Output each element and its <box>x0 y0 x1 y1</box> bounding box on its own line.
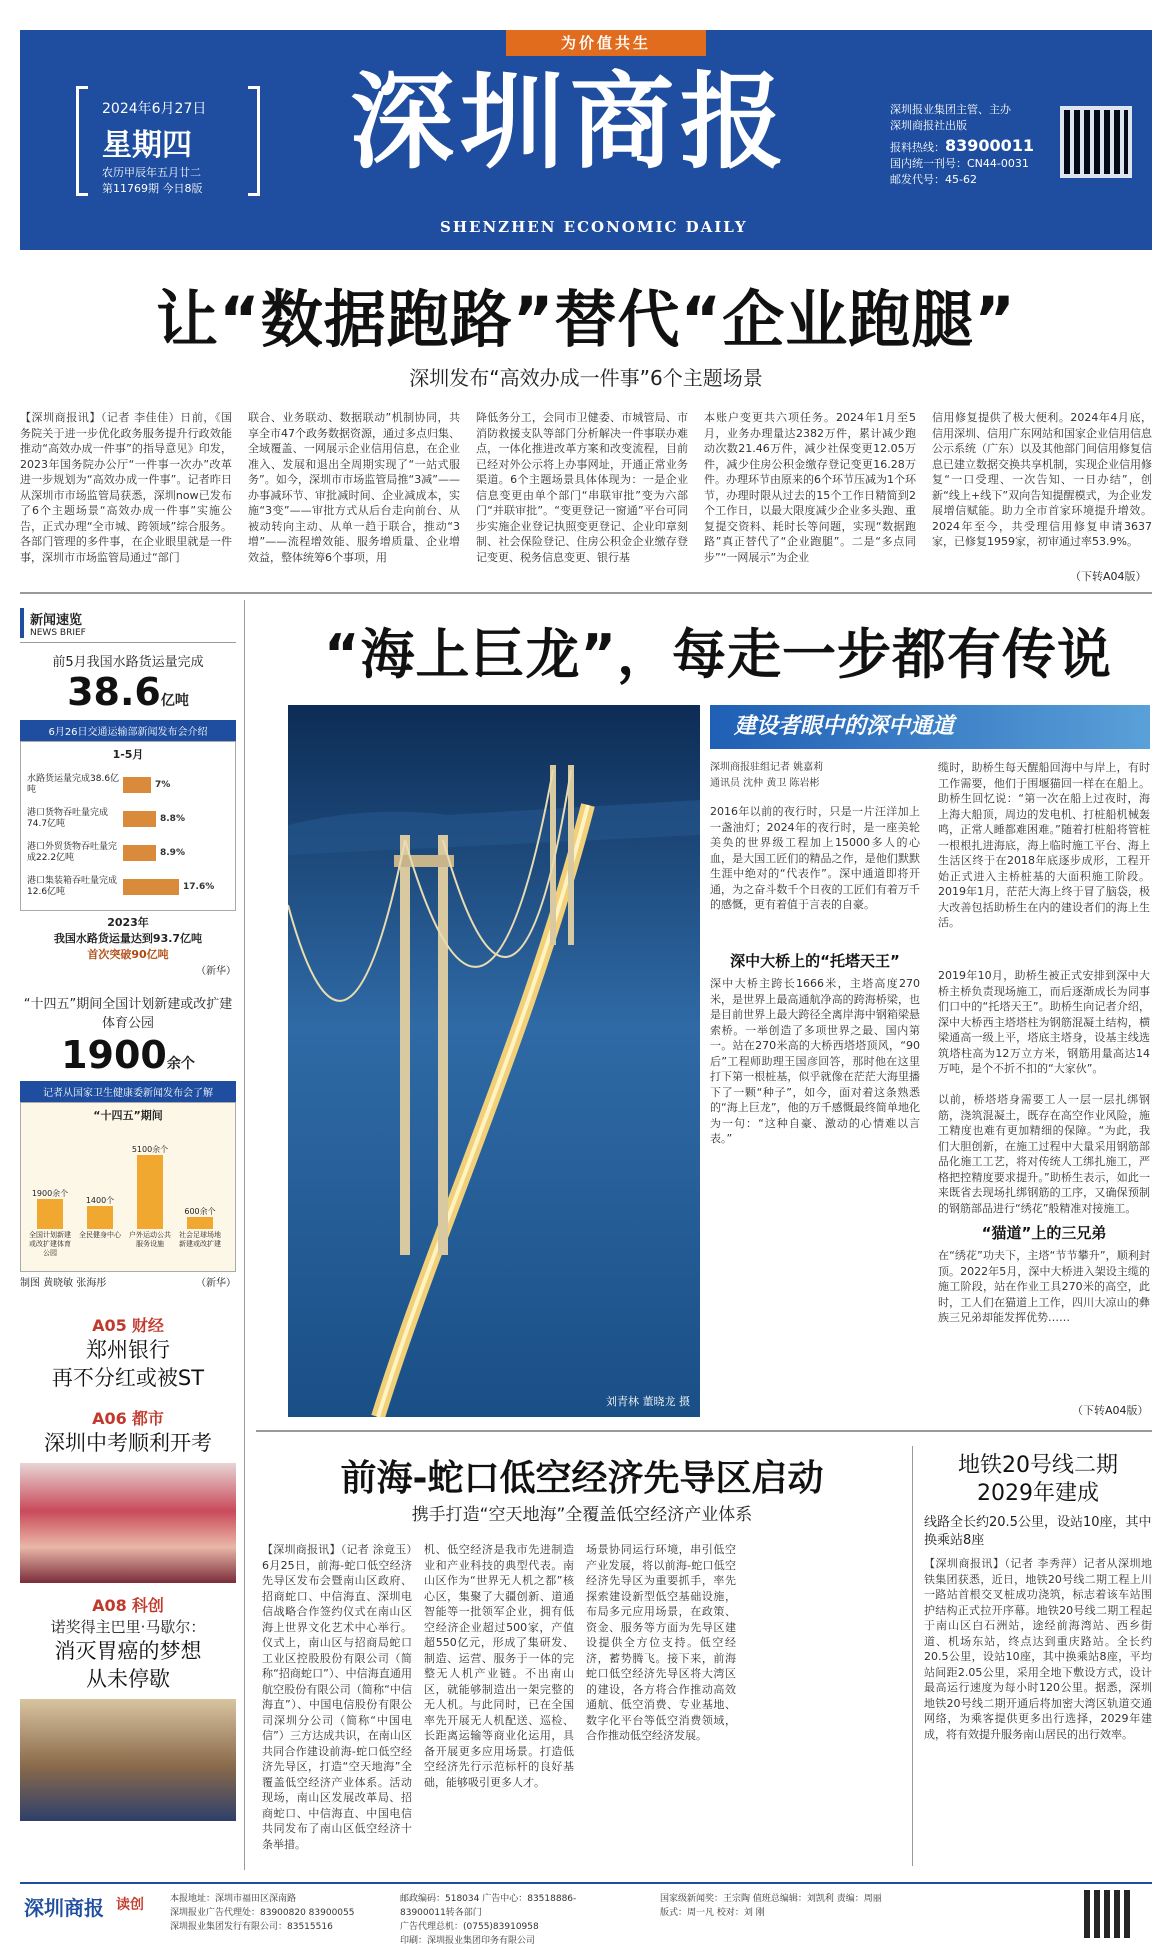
lead-column-1: 【深圳商报讯】（记者 李佳佳）日前，《国务院关于进一步优化政务服务提升行政效能推动“高效办成一件事”的指导意见》印发，2023年国务院办公厅“一件事一次办”改革进一步规划为“高效办成一件事”。记者昨日从深圳市市场监管局获悉，深圳now已发布了6个主题场景“高效办成一件事”实施公告，正式办理“全市城、跨领域”综合服务。各部门管理的多件事，在企业眼里就是一件事，深圳市市场监管局通过“部门 <box>20 411 232 564</box>
publisher-line-1: 深圳报业集团主管、主办 <box>890 103 1011 116</box>
chart2-label: 社会足球场地新建或改扩建 <box>179 1231 221 1248</box>
bridge-photo[interactable] <box>288 705 700 1417</box>
chart1-row <box>27 808 229 830</box>
brief-item-2-head: “十四五”期间全国计划新建或改扩建体育公园 <box>23 997 233 1031</box>
feature-subhead-b: “猫道”上的三兄弟 <box>981 1224 1107 1242</box>
chart1-row-pct: 17.6% <box>183 882 215 892</box>
metro-body: 【深圳商报讯】（记者 李秀萍）记者从深圳地铁集团获悉，近日，地铁20号线二期工程上川一路站首根交叉桩成功浇筑，标志着该车站围护结构正式拉开序幕。地铁20号线二期工程起于南山区白石洲站，途经前海湾站、西乡街道、机场东站，终点达到重庆路站。全长约20.5公里，设站10座，其中换乘站8座，平均站间距2.05公里，采用全地下敷设方式，设计最高运行速度为每小时120公里。据悉，深圳地铁20号线二期开通后将加密大湾区轨道交通网络，为乘客提供更多出行选择，2029年建成，将有效提升服务南山居民的出行效率。 <box>924 1557 1152 1741</box>
chart2-label: 全国计划新建或改扩建体育公园 <box>29 1231 71 1257</box>
sec3-headline[interactable]: 消灭胃癌的梦想 从未停歇 <box>54 1639 202 1691</box>
chart1-row-label: 港口外贸货物吞吐量完成22.2亿吨 <box>27 842 118 863</box>
lead-column-4: 本账户变更共六项任务。2024年1月至5月，业务办理量达2382万件，累计减少跑动次数21.46万件，减少社保变更12.05万件，减少住房公积金缴存登记变更16.28万件。办理环节由原来的6个环节压减为1个环节，办理时限从过去的15个工作日精简到2个工作日，以最大限度减少企业多头跑、重复提交资料、耗时长等问题，实现“数据跑路”真正替代了“企业跑腿”。二是“多点同步”“一网展示”为企业 <box>704 411 916 564</box>
brief-item-1-value: 38.6 <box>67 670 161 714</box>
chart1-row-label: 水路货运量完成38.6亿吨 <box>27 774 120 795</box>
chart1-note-2: 首次突破90亿吨 <box>87 948 169 961</box>
chart2-credit-2: （新华） <box>196 1278 236 1289</box>
story3-subheadline: 携手打造“空天地海”全覆盖低空经济产业体系 <box>411 1505 753 1525</box>
story3-col-3: 场景协同运行环境，串引低空产业发展，将以前海-蛇口低空经济先导区为重要抓手，率先探索建设新型低空基础设施，布局多元应用场景，在政策、资金、服务等方面为先导区建设提供全方位支持。低空经济，蓄势腾飞。接下来，前海蛇口低空经济先导区将大湾区的建设，各方将合作推动高效通航、低空消费、专业基地、数字化平台等低空消费领域，合作推动低空经济发展。 <box>586 1543 736 1742</box>
news-brief-title: 新闻速览 <box>30 612 83 628</box>
publisher-line-2: 深圳商报社出版 <box>890 119 967 132</box>
divider <box>20 592 1152 594</box>
chart1-row <box>27 842 229 864</box>
chart2-credit: 制图 黄晓敏 张海彤 <box>20 1278 107 1289</box>
chart1-bar <box>123 879 179 895</box>
footer-col-5: 国家级新闻奖：王宗陶 值班总编辑：刘凯利 责编：周丽 <box>660 1894 882 1904</box>
feature-banner: 建设者眼中的深中通道 <box>710 705 1150 749</box>
paper-logo: 深圳商报 <box>350 60 791 183</box>
chart2-bar <box>137 1155 163 1229</box>
chart2-value: 1900余个 <box>31 1189 69 1198</box>
chart2-label: 全民健身中心 <box>79 1231 121 1239</box>
chart1-note-1: 我国水路货运量达到93.7亿吨 <box>53 932 203 945</box>
feature-subhead-a: 深中大桥上的“托塔天王” <box>730 952 900 970</box>
chart1-year: 2023年 <box>107 916 149 929</box>
chart1-banner: 6月26日交通运输部新闻发布会介绍 <box>20 720 236 741</box>
portrait-photo[interactable] <box>20 1699 236 1821</box>
feature-col-a2: 深中大桥主跨长1666米，主塔高度270米，是世界上最高通航净高的跨海桥梁，也是目前世界上最大跨径全离岸海中钢箱梁悬索桥。一举创造了多项世界之最、国内第一。站在270米高的大桥西塔塔顶风，“90后”工程师助理王国彦回答，那时他在这里打下第一根桩基，似乎就像在茫茫大海里播下了一颗“种子”，如今，面对着这条熟悉的“海上巨龙”，他的万千感慨最终简单地化为一句：“这种自豪、激动的心情难以言表。” <box>710 977 920 1145</box>
chart2-value: 1400个 <box>85 1196 115 1205</box>
chart1-box <box>20 741 236 911</box>
feature-col-b4: 在“绣花”功夫下，主塔“节节攀升”，顺利封顶。2022年5月，深中大桥进入架设主缆的施工阶段，站在作业工具270米的高空，此时，工人们在猫道上工作，四川大凉山的彝族三兄弟却能发挥优势…… <box>938 1249 1150 1324</box>
masthead-slogan: 为价值共生 <box>506 30 706 56</box>
chart2-bar <box>87 1206 113 1229</box>
sec1-name: 财经 <box>131 1316 164 1335</box>
sec3-page: A08 <box>92 1596 127 1615</box>
divider <box>912 1446 913 1866</box>
hotline-label: 报料热线： <box>890 141 945 154</box>
brief-item-1-head: 前5月我国水路货运量完成 <box>52 655 204 670</box>
footer-qr-code-icon[interactable] <box>1080 1886 1136 1942</box>
brief-item-2-unit: 余个 <box>166 1056 195 1072</box>
story3-col-1: 【深圳商报讯】（记者 涂竟玉）6月25日，前海-蛇口低空经济先导区发布会暨南山区政府、招商蛇口、中信海直、深圳电信战略合作签约仪式在南山区海上世界文化艺术中心举行。仪式上，南山区与招商局蛇口工业区控股股份有限公司（简称“招商蛇口”）、中信海直通用航空股份有限公司（简称“中信海直”）、中国电信股份有限公司深圳分公司（简称“中国电信”）三方达成共识，在南山区共同合作建设前海-蛇口低空经济先导区，打造“空天地海”全覆盖低空经济产业体系。活动现场，南山区发展改革局、招商蛇口、中信海直、中国电信共同发布了南山区低空经济十条举措。 <box>262 1543 412 1851</box>
story3-headline[interactable]: 前海-蛇口低空经济先导区启动 <box>340 1458 824 1499</box>
feature-col-b2: 2019年10月，助桥生被正式安排到深中大桥主桥负责现场施工，而后逐渐成长为同事们口中的“托塔天王”。助桥生向记者介绍，深中大桥西主塔塔柱为钢筋混凝土结构，横梁通高一级上平，塔底主塔身，设基主线选筑塔柱高为12万立方米，钢筋用量高达14万吨，是个不折不扣的“大家伙”。 <box>938 969 1150 1075</box>
chart2-column <box>179 1206 221 1229</box>
lead-continued[interactable]: （下转A04版） <box>1070 570 1147 583</box>
feature-col-b: 缆时，助桥生每天醒船回海中与岸上，有时工作需要，他们于围堰猫回一样在在船上。助桥生回忆说：“第一次在船上过夜时，海上海大船顶，周边的发电机、打桩船机械轰鸣，正常人睡都难困难。”随着打桩船将管桩一根根扎进海底，海上临时施工平台、海上生活区终于在2018年底逐步成形，工程开始正式进入主桥桩基的大面积施工阶段。2019年1月，茫茫大海上终于冒了脑袋，极大改善包括助桥生在内的建设者们的海上生活。 <box>938 761 1150 929</box>
sec1-page: A05 <box>92 1316 127 1335</box>
chart1-row-pct: 8.8% <box>160 814 185 824</box>
photo-credit: 刘青林 董晓龙 摄 <box>606 1395 690 1408</box>
footer-address-3: 深圳报业集团发行有限公司：83515516 <box>170 1922 333 1932</box>
chart2-column <box>29 1188 71 1229</box>
footer-col-6: 版式：周一凡 校对：刘 刚 <box>660 1908 765 1918</box>
chart2-period: “十四五”期间 <box>93 1109 163 1122</box>
qr-code-icon[interactable] <box>1060 106 1132 178</box>
chart2-bar <box>187 1217 213 1229</box>
chart1-row-pct: 8.9% <box>160 848 185 858</box>
lead-column-2: 联合、业务联动、数据联动”机制协同，共享全市47个政务数据资源，通过多点归集、全域覆盖、一网展示企业信用信息，在企业准入、发展和退出全周期实现了“一站式服务”。如今，深圳市市场监管局推“3减”——办事减环节、审批减时间、企业减成本，实施“3变”——审批方式从后台走向前台、从被动转向主动、从单一趋于联合，推动“3增”——流程增效能、服务增质量、企业增效益，整体统筹6个事项，用 <box>248 411 460 564</box>
chart2-column <box>129 1144 171 1229</box>
lead-column-5: 信用修复提供了极大便利。2024年4月底，信用深圳、信用广东网站和国家企业信用信息公示系统（广东）以及其他部门间信用修复信息已建立数据交换共享机制，实现企业信用修复“一口受理、一次告知、一日办结”，创新“线上+线下”双向告知提醒模式，为企业发展增信赋能。助力全市首家环境提升增效。2024年至今，共受理信用修复申请3637家，已修复1959家，初审通过率53.9%。 <box>932 411 1152 548</box>
footer-col-4: 印刷：深圳报业集团印务有限公司 <box>400 1936 536 1946</box>
chart1-period: 1-5月 <box>112 748 144 761</box>
sec2-headline[interactable]: 深圳中考顺利开考 <box>44 1431 212 1455</box>
divider <box>244 600 245 1870</box>
footer-col-3: 广告代理总机：(0755)83910958 <box>400 1922 539 1932</box>
footer-address-2: 深圳报业广告代理处：83900820 83900055 <box>170 1908 355 1918</box>
sec2-page: A06 <box>92 1409 127 1428</box>
masthead <box>20 30 1152 250</box>
weekday: 星期四 <box>102 128 192 163</box>
chart1-credit: （新华） <box>196 966 236 977</box>
news-brief-title-en: NEWS BRIEF <box>30 627 86 638</box>
metro-subheadline: 线路全长约20.5公里，设站10座，其中换乘站8座 <box>924 1515 1152 1548</box>
post-code: 邮发代号：45-62 <box>890 173 977 186</box>
divider <box>256 1430 1152 1432</box>
news-brief-sidebar <box>20 608 236 1868</box>
chart2-banner: 记者从国家卫生健康委新闻发布会了解 <box>20 1081 236 1102</box>
chart1-row <box>27 774 229 796</box>
footer <box>20 1882 1152 1946</box>
lunar-date: 农历甲辰年五月廿二 <box>102 166 201 179</box>
chart1-row <box>27 876 229 898</box>
sec1-headline[interactable]: 郑州银行 再不分红或被ST <box>51 1338 205 1390</box>
brief-item-2-value: 1900 <box>61 1033 167 1077</box>
exam-photo[interactable] <box>20 1463 236 1583</box>
chart1-bar <box>123 845 156 861</box>
footer-address-1: 本报地址：深圳市福田区深南路 <box>170 1894 297 1904</box>
sec3-name: 科创 <box>131 1596 164 1615</box>
footer-logo-2: 读创 <box>116 1897 144 1913</box>
footer-logo: 深圳商报 <box>24 1896 104 1920</box>
feature-headline[interactable]: “海上巨龙”，每走一步都有传说 <box>324 623 1112 686</box>
sec3-kicker: 诺奖得主巴里·马歇尔： <box>50 1618 206 1636</box>
feature-col-a: 2016年以前的夜行时，只是一片汪洋加上一盏油灯；2024年的夜行时，是一座美轮美奂的世界级工程加上15000多人的心血，是大国工匠们的精品之作，是他们默默生涯中绝对的“代表作”。深中通道即将开通，为之奋斗数千个日夜的工匠们有着万千的感慨，更有着值于言表的自豪。 <box>710 805 920 911</box>
lead-column-3: 降低务分工，会同市卫健委、市城管局、市消防救援支队等部门分析解决一件事联办难点，一体化推进改革方案和改变流程，目前已经对外公示将上办事网址，开通正常业务渠道。6个主题场景具体体现为：一是企业信息变更由单个部门“串联审批”变为六部门“并联审批”。“变更登记一窗通”平台可同步实施企业登记执照变更登记、企业印章刻制、社会保险登记、住房公积金企业缴存登记变更、税务信息变更、银行基 <box>476 411 688 564</box>
chart1-row-label: 港口集装箱吞吐量完成12.6亿吨 <box>27 876 118 897</box>
chart2-label: 户外运动公共服务设施 <box>129 1231 171 1248</box>
chart1-row-label: 港口货物吞吐量完成74.7亿吨 <box>27 808 109 829</box>
publisher-info <box>890 102 1034 188</box>
feature-col-b3: 以前，桥塔塔身需要工人一层一层扎绑钢筋，浇筑混凝土，既存在高空作业风险，施工精度也难有更加精细的保障。“为此，我们大胆创新，在施工过程中大量采用钢筋部品化施工工艺，将对传统人工绑扎施工，严格把控精度要求提升。”助桥生表示，如此一来既省去现场扎绑钢筋的工序，又确保预制的钢筋部品进行“绣花”般精准对接施工。 <box>938 1093 1150 1215</box>
feature-continued[interactable]: （下转A04版） <box>1072 1404 1149 1417</box>
chart1-bar <box>123 777 151 793</box>
chart1-row-pct: 7% <box>155 780 171 790</box>
feature-byline: 深圳商报驻组记者 姚嘉莉 通讯员 沈仲 黄卫 陈岩彬 <box>710 762 824 789</box>
brief-item-1-unit: 亿吨 <box>160 693 189 709</box>
sec2-name: 都市 <box>131 1409 164 1428</box>
cn-code: 国内统一刊号：CN44-0031 <box>890 157 1029 170</box>
chart2-value: 5100余个 <box>131 1145 169 1154</box>
chart1-bar <box>123 811 156 827</box>
chart2-bar <box>37 1199 63 1229</box>
issue-date: 2024年6月27日 <box>102 101 207 117</box>
chart2-column <box>79 1195 121 1229</box>
footer-col-2: 邮政编码：518034 广告中心：83518886-83900011转各部门 <box>400 1894 577 1918</box>
issue-number: 第11769期 今日8版 <box>102 182 203 195</box>
date-box <box>76 86 256 206</box>
paper-logo-en: SHENZHEN ECONOMIC DAILY <box>440 218 748 236</box>
lead-headline[interactable]: 让“数据跑路”替代“企业跑腿” <box>156 283 1016 356</box>
metro-headline[interactable]: 地铁20号线二期 2029年建成 <box>958 1453 1118 1506</box>
lead-subheadline: 深圳发布“高效办成一件事”6个主题场景 <box>409 366 763 390</box>
hotline-number: 83900011 <box>945 136 1035 155</box>
chart2-box <box>20 1102 236 1272</box>
chart2-value: 600余个 <box>184 1207 216 1216</box>
story3-col-2: 机、低空经济是我市先进制造业和产业科技的典型代表。南山区作为“世界无人机之都”核心区，集聚了大疆创新、道通智能等一批领军企业，拥有低空经济企业超过500家，产值超550亿元，形成了集研发、制造、运营、服务于一体的完整无人机产业链。不出南山区，就能够制造出一架完整的无人机。与此同时，已在全国率先开展无人机配送、巡检、长距离运输等商业化运用，具备开展更多应用场景。打造低空经济先行示范标杆的良好基础，能够吸引更多人才。 <box>424 1543 574 1789</box>
